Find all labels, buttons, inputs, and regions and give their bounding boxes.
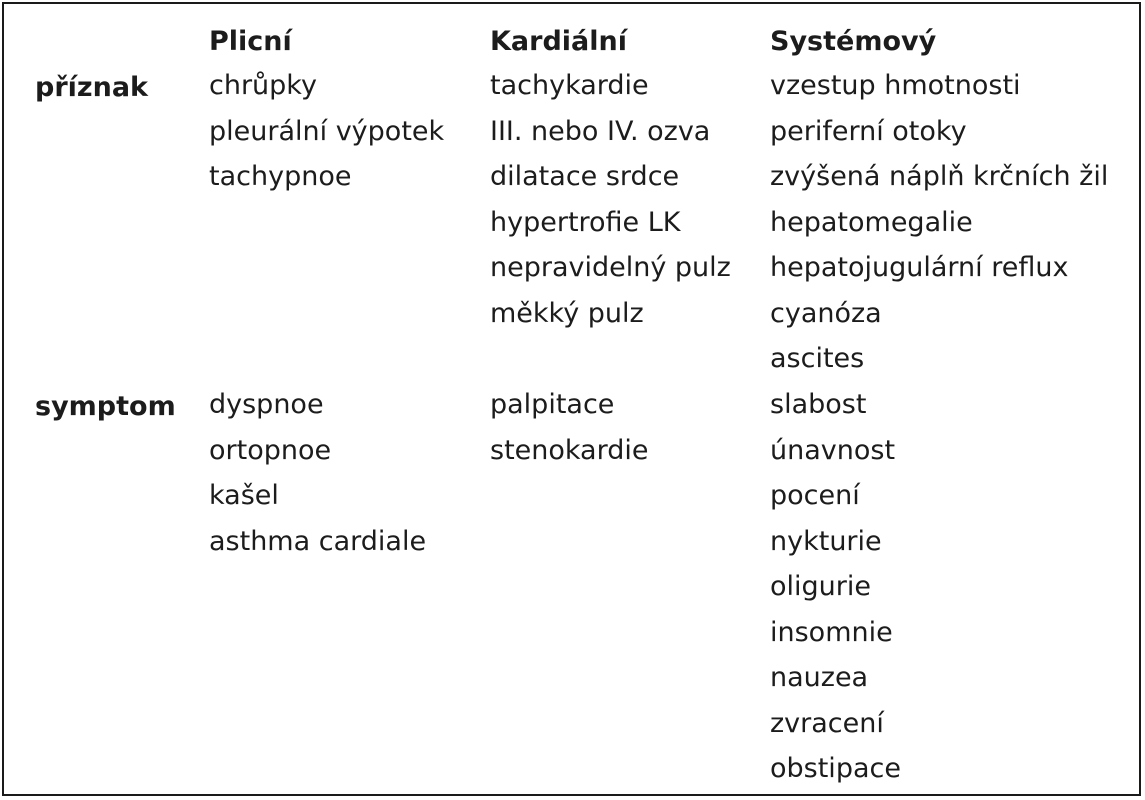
list-item: tachykardie bbox=[490, 70, 649, 101]
list-item: nepravidelný pulz bbox=[490, 252, 731, 283]
list-item: hepatojugulární reflux bbox=[770, 252, 1069, 283]
list-item: slabost bbox=[770, 389, 867, 420]
row-label-priznak: příznak bbox=[35, 72, 149, 103]
list-item: dyspnoe bbox=[209, 389, 324, 420]
list-item: pleurální výpotek bbox=[209, 115, 445, 147]
list-item: cyanóza bbox=[770, 297, 882, 329]
header-plicni: Plicní bbox=[209, 26, 292, 57]
header-systemovy: Systémový bbox=[770, 26, 937, 57]
list-item: dilatace srdce bbox=[490, 161, 680, 192]
list-item: ortopnoe bbox=[209, 434, 332, 466]
list-item: stenokardie bbox=[490, 434, 649, 466]
list-item: periferní otoky bbox=[770, 115, 967, 147]
list-item: nykturie bbox=[770, 525, 882, 557]
list-item: měkký pulz bbox=[490, 297, 644, 329]
list-item: III. nebo IV. ozva bbox=[490, 115, 711, 147]
priznak-plicni-list bbox=[209, 63, 444, 200]
list-item: oligurie bbox=[770, 571, 871, 602]
list-item: kašel bbox=[209, 480, 279, 511]
list-item: tachypnoe bbox=[209, 161, 352, 192]
priznak-systemovy-list bbox=[770, 63, 1108, 382]
list-item: zvýšená náplň krčních žil bbox=[770, 161, 1109, 192]
list-item: hypertrofie LK bbox=[490, 206, 681, 238]
list-item: nauzea bbox=[770, 662, 869, 693]
header-kardialni: Kardiální bbox=[490, 26, 627, 57]
list-item: asthma cardiale bbox=[209, 525, 427, 557]
list-item: obstipace bbox=[770, 753, 901, 784]
list-item: ascites bbox=[770, 343, 865, 374]
list-item: palpitace bbox=[490, 389, 615, 420]
list-item: zvracení bbox=[770, 707, 884, 739]
symptom-plicni-list bbox=[209, 382, 426, 564]
list-item: vzestup hmotnosti bbox=[770, 70, 1021, 101]
table-frame bbox=[2, 2, 1141, 796]
list-item: únavnost bbox=[770, 434, 896, 466]
priznak-kardialni-list bbox=[490, 63, 731, 336]
symptom-kardialni-list bbox=[490, 382, 648, 473]
list-item: insomnie bbox=[770, 616, 893, 648]
row-label-symptom: symptom bbox=[35, 391, 176, 422]
list-item: pocení bbox=[770, 480, 860, 511]
symptom-systemovy-list bbox=[770, 382, 901, 792]
list-item: chrůpky bbox=[209, 70, 317, 101]
list-item: hepatomegalie bbox=[770, 206, 973, 238]
